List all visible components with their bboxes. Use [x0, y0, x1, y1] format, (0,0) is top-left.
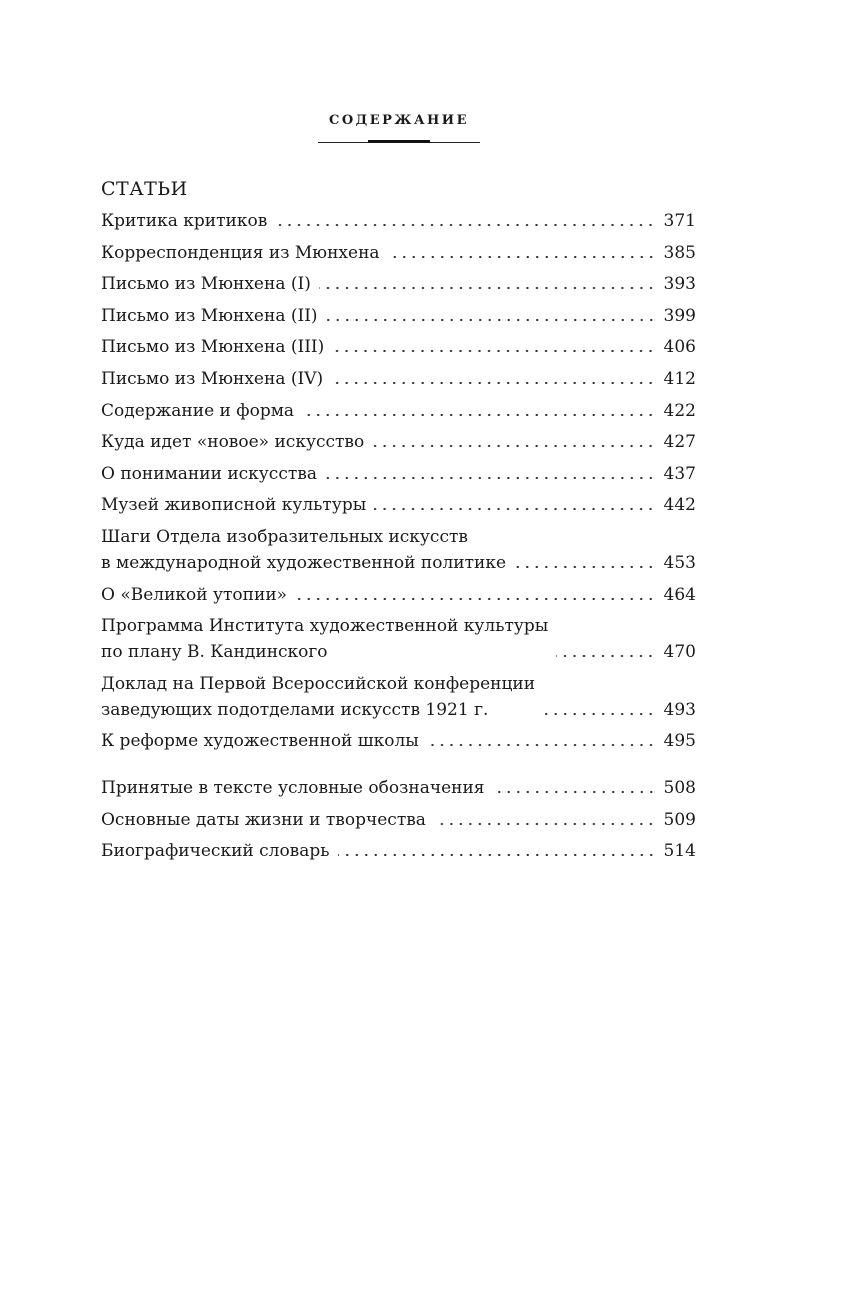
toc-entry-title: Музей живописной культуры — [101, 495, 367, 516]
toc-entry-title: Программа Института художественной культуры по плану В. Кандинского — [101, 616, 549, 663]
section-gap — [101, 760, 696, 775]
dot-leader — [556, 654, 655, 658]
dot-leader — [319, 286, 656, 290]
dot-leader — [543, 712, 655, 716]
toc-entry[interactable] — [101, 240, 696, 266]
toc-entry-page: 371 — [663, 211, 696, 231]
dot-leader — [331, 381, 655, 385]
toc-entry-page: 427 — [663, 432, 696, 453]
dot-leader — [275, 223, 655, 227]
toc-entry-page: 442 — [663, 495, 696, 516]
toc-entry[interactable] — [101, 492, 696, 518]
toc-entry-title: О понимании искусства — [101, 463, 317, 484]
toc-entry-page: 385 — [663, 242, 696, 263]
toc-entry-title: Куда идет «новое» искусство — [101, 432, 365, 453]
toc-entry-title: Биографический словарь — [101, 841, 330, 862]
toc-entry[interactable] — [101, 461, 696, 487]
toc-entry[interactable] — [101, 838, 696, 864]
dot-leader — [388, 255, 656, 259]
toc-entry[interactable] — [101, 334, 696, 360]
dot-leader — [302, 413, 655, 417]
toc-entry-title: Содержание и форма — [101, 400, 295, 421]
toc-entry-page: 422 — [663, 400, 696, 421]
title-rule-accent — [368, 140, 430, 143]
toc-entry-page: 493 — [663, 699, 696, 720]
toc-entry[interactable] — [101, 613, 696, 665]
toc-entry-page: 453 — [663, 552, 696, 573]
dot-leader — [295, 597, 655, 601]
toc-entry-page: 399 — [663, 305, 696, 326]
toc-entry-title: Письмо из Мюнхена (II) — [101, 305, 318, 326]
toc-entry[interactable] — [101, 398, 696, 424]
toc-entry-title: Основные даты жизни и творчества — [101, 809, 426, 830]
toc-entry-page: 495 — [663, 731, 696, 752]
section-heading: СТАТЬИ — [101, 178, 188, 200]
toc-entry[interactable] — [101, 429, 696, 455]
toc-entry[interactable] — [101, 303, 696, 329]
dot-leader — [338, 853, 656, 857]
toc-entry-title: Корреспонденция из Мюнхена — [101, 242, 380, 263]
toc-entry-page: 509 — [663, 809, 696, 830]
toc-entry-page: 406 — [663, 337, 696, 358]
dot-leader — [514, 565, 656, 569]
toc-entry-title: Письмо из Мюнхена (III) — [101, 337, 325, 358]
toc-entry-title: О «Великой утопии» — [101, 584, 288, 605]
toc-entry[interactable] — [101, 671, 696, 723]
toc-entry-page: 464 — [663, 584, 696, 605]
toc-entry-page: 514 — [663, 841, 696, 862]
toc-entry-title: К реформе художественной школы — [101, 731, 419, 752]
dot-leader — [434, 822, 656, 826]
dot-leader — [326, 318, 656, 322]
toc-entry[interactable] — [101, 582, 696, 608]
dot-leader — [325, 476, 656, 480]
table-of-contents — [101, 208, 696, 870]
toc-entry-title: Критика критиков — [101, 211, 268, 231]
toc-entry[interactable] — [101, 271, 696, 297]
toc-entry-page: 470 — [663, 642, 696, 663]
toc-entry-page: 437 — [663, 463, 696, 484]
toc-entry[interactable] — [101, 366, 696, 392]
toc-entry[interactable] — [101, 775, 696, 801]
page-title: СОДЕРЖАНИЕ — [328, 113, 470, 128]
toc-entry-page: 412 — [663, 368, 696, 389]
toc-entry-title: Доклад на Первой Всероссийской конференции заведующих подотделами искусств 1921 г. — [101, 673, 536, 720]
page-title-block — [318, 113, 480, 128]
dot-leader — [332, 349, 655, 353]
toc-entry[interactable] — [101, 208, 696, 234]
toc-entry-title: Шаги Отдела изобразительных искусств в международной художественной политике — [101, 526, 507, 573]
toc-entry[interactable] — [101, 807, 696, 833]
dot-leader — [427, 743, 656, 747]
dot-leader — [372, 444, 655, 448]
toc-entry-title: Письмо из Мюнхена (IV) — [101, 368, 324, 389]
dot-leader — [493, 790, 656, 794]
toc-entry[interactable] — [101, 524, 696, 576]
toc-entry-title: Принятые в тексте условные обозначения — [101, 777, 485, 798]
toc-entry-page: 508 — [663, 777, 696, 798]
toc-entry-title: Письмо из Мюнхена (I) — [101, 274, 311, 295]
toc-entry[interactable] — [101, 728, 696, 754]
dot-leader — [374, 507, 655, 511]
toc-entry-page: 393 — [663, 274, 696, 295]
